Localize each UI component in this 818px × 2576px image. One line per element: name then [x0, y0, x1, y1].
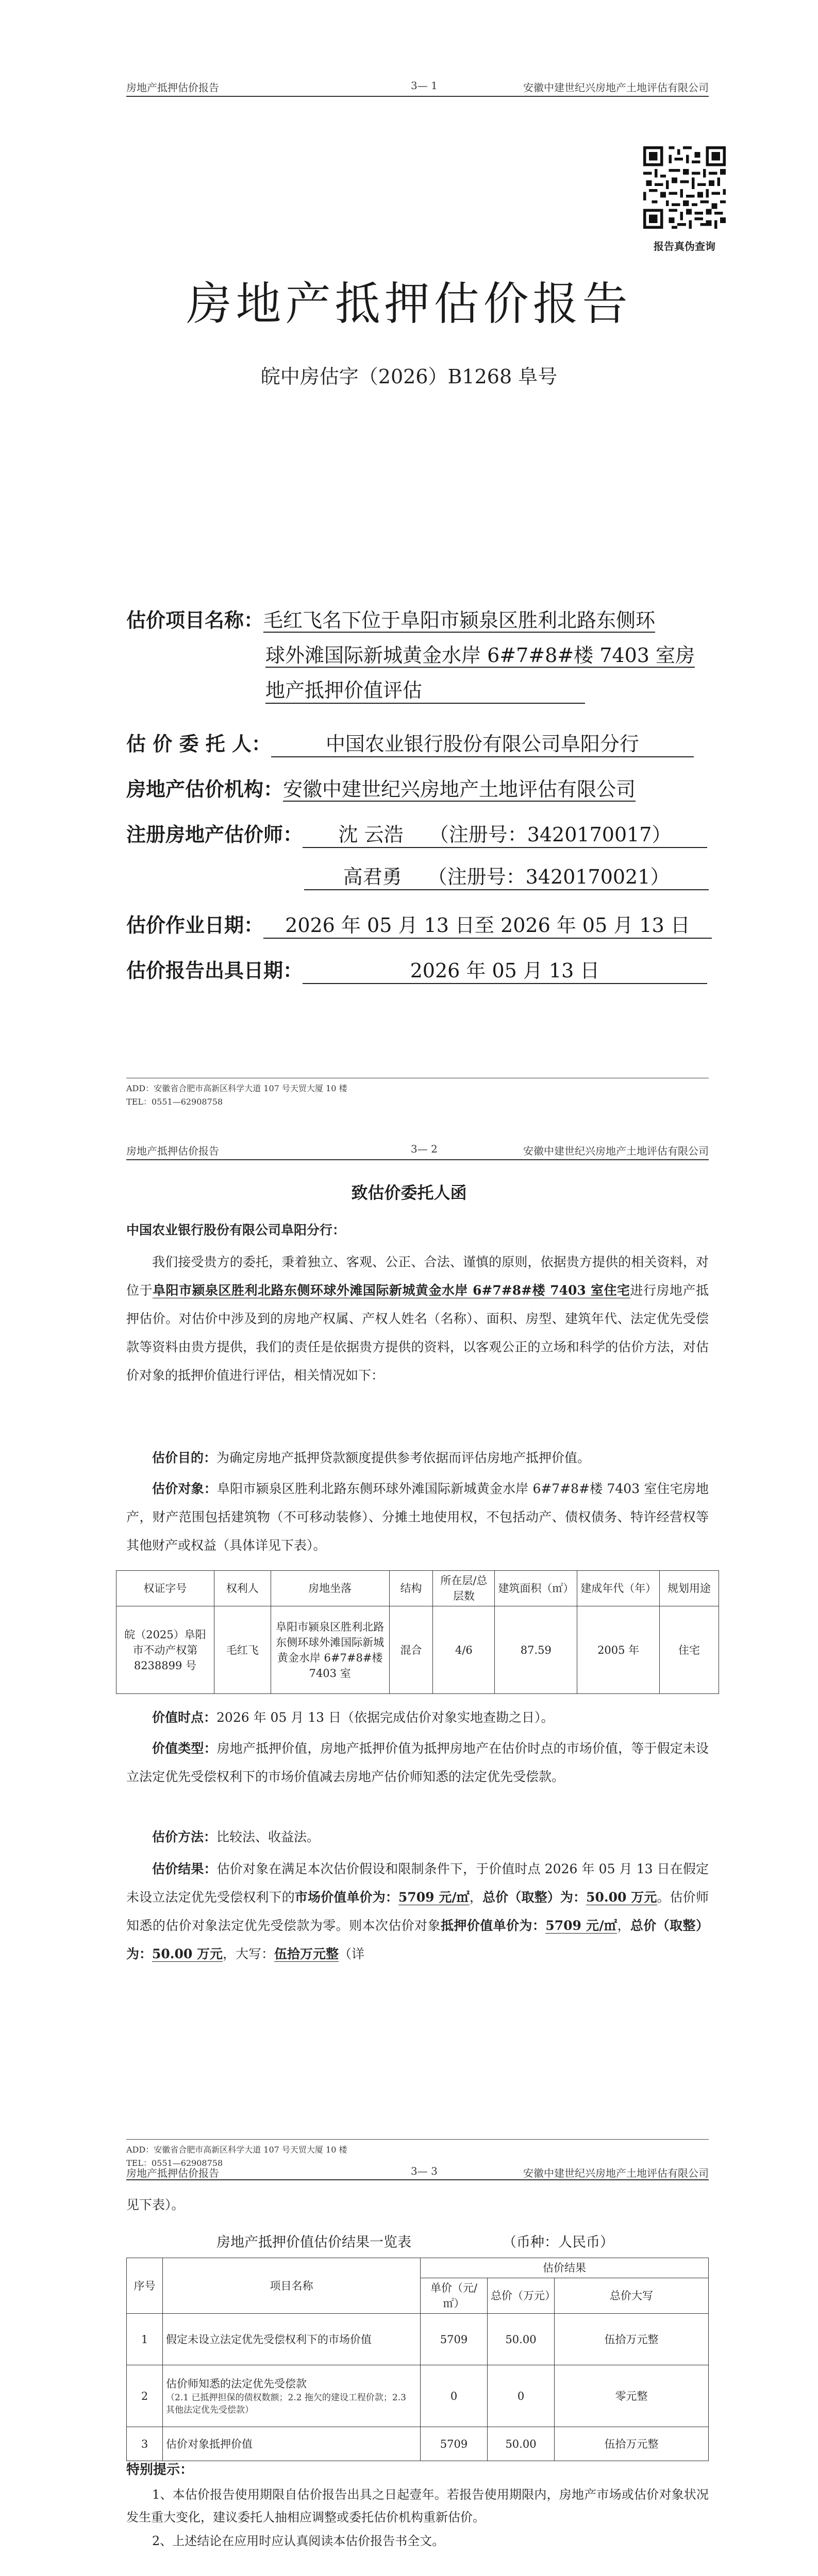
- issue-date-row: [126, 958, 707, 984]
- result-text-e: 。估价师知悉的估价对象法定优先受偿款为零。则本次估价对象: [126, 1890, 709, 1933]
- footer-tel: TEL：0551—62908758: [126, 2158, 223, 2168]
- footer-address: ADD：安徽省合肥市高新区科学大道 107 号天贸大厦 10 楼: [126, 1083, 347, 1093]
- result-text-i: ，大写：: [223, 1946, 275, 1961]
- method-paragraph: [126, 1823, 709, 1851]
- value-date-paragraph: [126, 1703, 709, 1732]
- summary-cell-unit: 5709: [421, 2314, 488, 2365]
- table-header: 房地坐落: [271, 1571, 389, 1606]
- project-line-3: 地产抵押价值评估: [265, 678, 585, 704]
- appraiser-1: 沈 云浩 （注册号：3420170017）: [303, 822, 707, 848]
- summary-header-no: 序号: [127, 2258, 163, 2314]
- result-continued: 见下表）。: [126, 2197, 185, 2212]
- summary-cell-unit: 5709: [421, 2427, 488, 2461]
- client-value: 中国农业银行股份有限公司阜阳分行: [271, 732, 694, 757]
- page-number: 3— 2: [411, 1143, 438, 1155]
- header-company: 安徽中建世纪兴房地产土地评估有限公司: [523, 2167, 709, 2179]
- market-unit-price: 5709 元/㎡: [398, 1890, 470, 1905]
- project-name-row: [126, 608, 655, 633]
- summary-header-item: 项目名称: [163, 2258, 421, 2314]
- summary-row: [127, 2365, 709, 2427]
- result-label: 估价结果：: [152, 1861, 217, 1876]
- mortgage-unit-price: 5709 元/㎡: [545, 1918, 617, 1933]
- appraiser-row: [126, 822, 707, 848]
- value-date-text: 2026 年 05 月 13 日（依据完成估价对象实地查勘之日）。: [216, 1710, 554, 1725]
- letter-title: 致估价委托人函: [351, 1183, 467, 1202]
- appraiser-2-row: [304, 865, 709, 890]
- table-header: 建成年代（年）: [577, 1571, 660, 1606]
- method-label: 估价方法：: [152, 1829, 217, 1844]
- client-row: [126, 732, 694, 757]
- agency-value: 安徽中建世纪兴房地产土地评估有限公司: [283, 778, 636, 801]
- header-title: 房地产抵押估价报告: [126, 2167, 219, 2179]
- purpose-paragraph: [126, 1444, 709, 1472]
- project-line-2: 球外滩国际新城黄金水岸 6#7#8#楼 7403 室房: [265, 644, 695, 667]
- table-cell: 阜阳市颍泉区胜利北路东侧环球外滩国际新城黄金水岸 6#7#8#楼 7403 室: [271, 1606, 389, 1694]
- table-cell: 4/6: [433, 1606, 495, 1694]
- property-table: [116, 1570, 719, 1694]
- value-type-label: 价值类型：: [152, 1741, 217, 1756]
- value-type-text: 房地产抵押价值，房地产抵押价值为抵押房地产在估价时点的市场价值，等于假定未设立法定优先受偿权利下的市场价值减去房地产估价师知悉的法定优先受偿款。: [126, 1741, 709, 1784]
- header-rule: [126, 96, 709, 97]
- purpose-text: 为确定房地产抵押贷款额度提供参考依据而评估房地产抵押价值。: [216, 1450, 591, 1465]
- p1-text-b: 进行房地产抵押估价。对估价中涉及到的房地产权属、产权人姓名（名称）、面积、房型、建筑年代、法定优先受偿款等资料由贵方提供，我们的责任是依据贵方提供的资料，以客观公正的立场和科学的估价方法，对估价对象的抵押价值进行评估，相关情况如下：: [126, 1283, 709, 1383]
- summary-row: [127, 2427, 709, 2461]
- project-line-1: 毛红飞名下位于阜阳市颍泉区胜利北路东侧环: [263, 609, 656, 632]
- summary-cell-item: 假定未设立法定优先受偿权利下的市场价值: [163, 2314, 421, 2365]
- issue-date-label: 估价报告出具日期：: [126, 959, 303, 982]
- value-type-paragraph: [126, 1734, 709, 1791]
- summary-cell-item: 估价师知悉的法定优先受偿款: [166, 2377, 307, 2390]
- project-line-3-row: [265, 678, 585, 704]
- header-rule: [126, 2179, 709, 2180]
- header-title: 房地产抵押估价报告: [126, 81, 219, 94]
- notes-title: 特别提示：: [126, 2462, 194, 2478]
- summary-cell-unit: 0: [421, 2365, 488, 2427]
- page-number: 3— 3: [411, 2165, 438, 2177]
- summary-cell-total: 50.00: [488, 2314, 555, 2365]
- summary-cell-caps: 伍拾万元整: [555, 2314, 709, 2365]
- table-header-row: [116, 1571, 719, 1606]
- qr-code-icon[interactable]: [643, 146, 726, 229]
- summary-cell-item-block: [163, 2365, 421, 2427]
- summary-header-unit: 单价（元/㎡）: [421, 2278, 488, 2314]
- purpose-label: 估价目的：: [152, 1450, 217, 1465]
- footer-address: ADD：安徽省合肥市高新区科学大道 107 号天贸大厦 10 楼: [126, 2145, 347, 2155]
- summary-cell-total: 50.00: [488, 2427, 555, 2461]
- summary-cell-no: 1: [127, 2314, 163, 2365]
- table-cell: 2005 年: [577, 1606, 660, 1694]
- table-header: 所在层/总层数: [433, 1571, 495, 1606]
- summary-cell-caps: 伍拾万元整: [555, 2427, 709, 2461]
- agency-row: [126, 777, 636, 802]
- header-title: 房地产抵押估价报告: [126, 1145, 219, 1157]
- summary-cell-no: 2: [127, 2365, 163, 2427]
- footer-tel: TEL：0551—62908758: [126, 1097, 223, 1107]
- table-cell: 皖（2025）阜阳市不动产权第 8238899 号: [116, 1606, 214, 1694]
- project-label: 估价项目名称：: [126, 608, 264, 632]
- page-number: 3— 1: [411, 79, 438, 92]
- page-header: [126, 76, 709, 97]
- mortgage-total-caps: 伍拾万元整: [274, 1946, 339, 1961]
- object-paragraph: [126, 1475, 709, 1560]
- value-date-label: 价值时点：: [152, 1710, 217, 1725]
- summary-header-row: [127, 2258, 709, 2278]
- summary-cell-no: 3: [127, 2427, 163, 2461]
- work-date-row: [126, 913, 712, 939]
- report-number: 皖中房估字（2026）B1268 阜号: [260, 365, 558, 388]
- summary-cell-item: 估价对象抵押价值: [163, 2427, 421, 2461]
- summary-cell-caps: 零元整: [555, 2365, 709, 2427]
- issue-date-value: 2026 年 05 月 13 日: [303, 958, 707, 984]
- summary-cell-note: （2.1 已抵押担保的债权数额；2.2 拖欠的建设工程价款；2.3 其他法定优先受偿款）: [166, 2392, 406, 2415]
- header-rule: [126, 1159, 709, 1160]
- table-header: 结构: [389, 1571, 433, 1606]
- report-title: 房地产抵押估价报告: [186, 277, 632, 330]
- method-text: 比较法、收益法。: [216, 1829, 320, 1844]
- p1-address: 阜阳市颍泉区胜利北路东侧环球外滩国际新城黄金水岸 6#7#8#楼 7403 室住宅: [153, 1283, 630, 1298]
- work-date-value: 2026 年 05 月 13 日至 2026 年 05 月 13 日: [263, 913, 712, 939]
- header-company: 安徽中建世纪兴房地产土地评估有限公司: [523, 1145, 709, 1157]
- table-header: 权证字号: [116, 1571, 214, 1606]
- work-date-label: 估价作业日期：: [126, 913, 264, 937]
- appraiser-2: 高君勇 （注册号：3420170021）: [304, 865, 709, 890]
- market-total-price: 50.00 万元: [586, 1890, 657, 1905]
- summary-header-result: 估价结果: [421, 2258, 709, 2278]
- result-text-d: 总价（取整）为：: [482, 1890, 587, 1905]
- result-text-a: 估价对象在满足本次估价假设和限制条件下，于价值时点 2026 年 05 月 13 日在假定未设立法定优先受偿权利下的: [126, 1861, 709, 1905]
- note-1: 1、本估价报告使用期限自估价报告出具之日起壹年。若报告使用期限内，房地产市场或估价对象状况发生重大变化，建议委托人抽相应调整或委托估价机构重新估价。: [126, 2487, 709, 2524]
- summary-header-total: 总价（万元）: [488, 2278, 555, 2314]
- letter-paragraph-1: [126, 1248, 709, 1389]
- summary-row: [127, 2314, 709, 2365]
- client-label: 估 价 委 托 人：: [126, 732, 271, 755]
- object-label: 估价对象：: [152, 1481, 217, 1496]
- header-company: 安徽中建世纪兴房地产土地评估有限公司: [523, 81, 709, 94]
- p1-text-a: 我们接受贵方的委托，秉着独立、客观、公正、合法、谨慎的原则，依据贵方提供的相关资料，对位于: [126, 1255, 709, 1298]
- table-header: 建筑面积（㎡）: [495, 1571, 577, 1606]
- table-cell: 混合: [389, 1606, 433, 1694]
- table-cell: 87.59: [495, 1606, 577, 1694]
- result-text-g: ，: [617, 1918, 630, 1933]
- table-header: 权利人: [214, 1571, 271, 1606]
- table-cell: 住宅: [660, 1606, 719, 1694]
- letter-salutation: 中国农业银行股份有限公司阜阳分行：: [126, 1223, 346, 1238]
- result-text-c: ，: [469, 1890, 483, 1905]
- summary-currency: （币种：人民币）: [503, 2234, 614, 2250]
- qr-caption: 报告真伪查询: [654, 240, 715, 252]
- summary-header-caps: 总价大写: [555, 2278, 709, 2314]
- table-cell: 毛红飞: [214, 1606, 271, 1694]
- agency-label: 房地产估价机构：: [126, 777, 283, 801]
- project-line-2-row: [265, 643, 695, 668]
- summary-cell-total: 0: [488, 2365, 555, 2427]
- appraiser-label: 注册房地产估价师：: [126, 823, 303, 846]
- note-2: 2、上述结论在应用时应认真阅读本估价报告书全文。: [152, 2534, 445, 2548]
- page-header: [126, 1140, 709, 1160]
- footer-rule: [126, 2139, 709, 2140]
- result-text-f: 抵押价值单价为：: [441, 1918, 546, 1933]
- result-text-h: 总价（取整）为：: [126, 1918, 709, 1961]
- table-row: [116, 1606, 719, 1694]
- summary-title: 房地产抵押价值估价结果一览表: [216, 2234, 411, 2250]
- object-text: 阜阳市颍泉区胜利北路东侧环球外滩国际新城黄金水岸 6#7#8#楼 7403 室住宅房地产，财产范围包括建筑物（不可移动装修）、分摊土地使用权，不包括动产、债权债务、特许经营权等其他财产或权益（具体详见下表）。: [126, 1481, 709, 1553]
- table-header: 规划用途: [660, 1571, 719, 1606]
- result-text-j: （详: [339, 1946, 365, 1961]
- result-text-b: 市场价值单价为：: [294, 1890, 398, 1905]
- mortgage-total-price: 50.00 万元: [152, 1946, 223, 1961]
- result-paragraph: [126, 1855, 709, 1968]
- summary-table: [126, 2258, 709, 2461]
